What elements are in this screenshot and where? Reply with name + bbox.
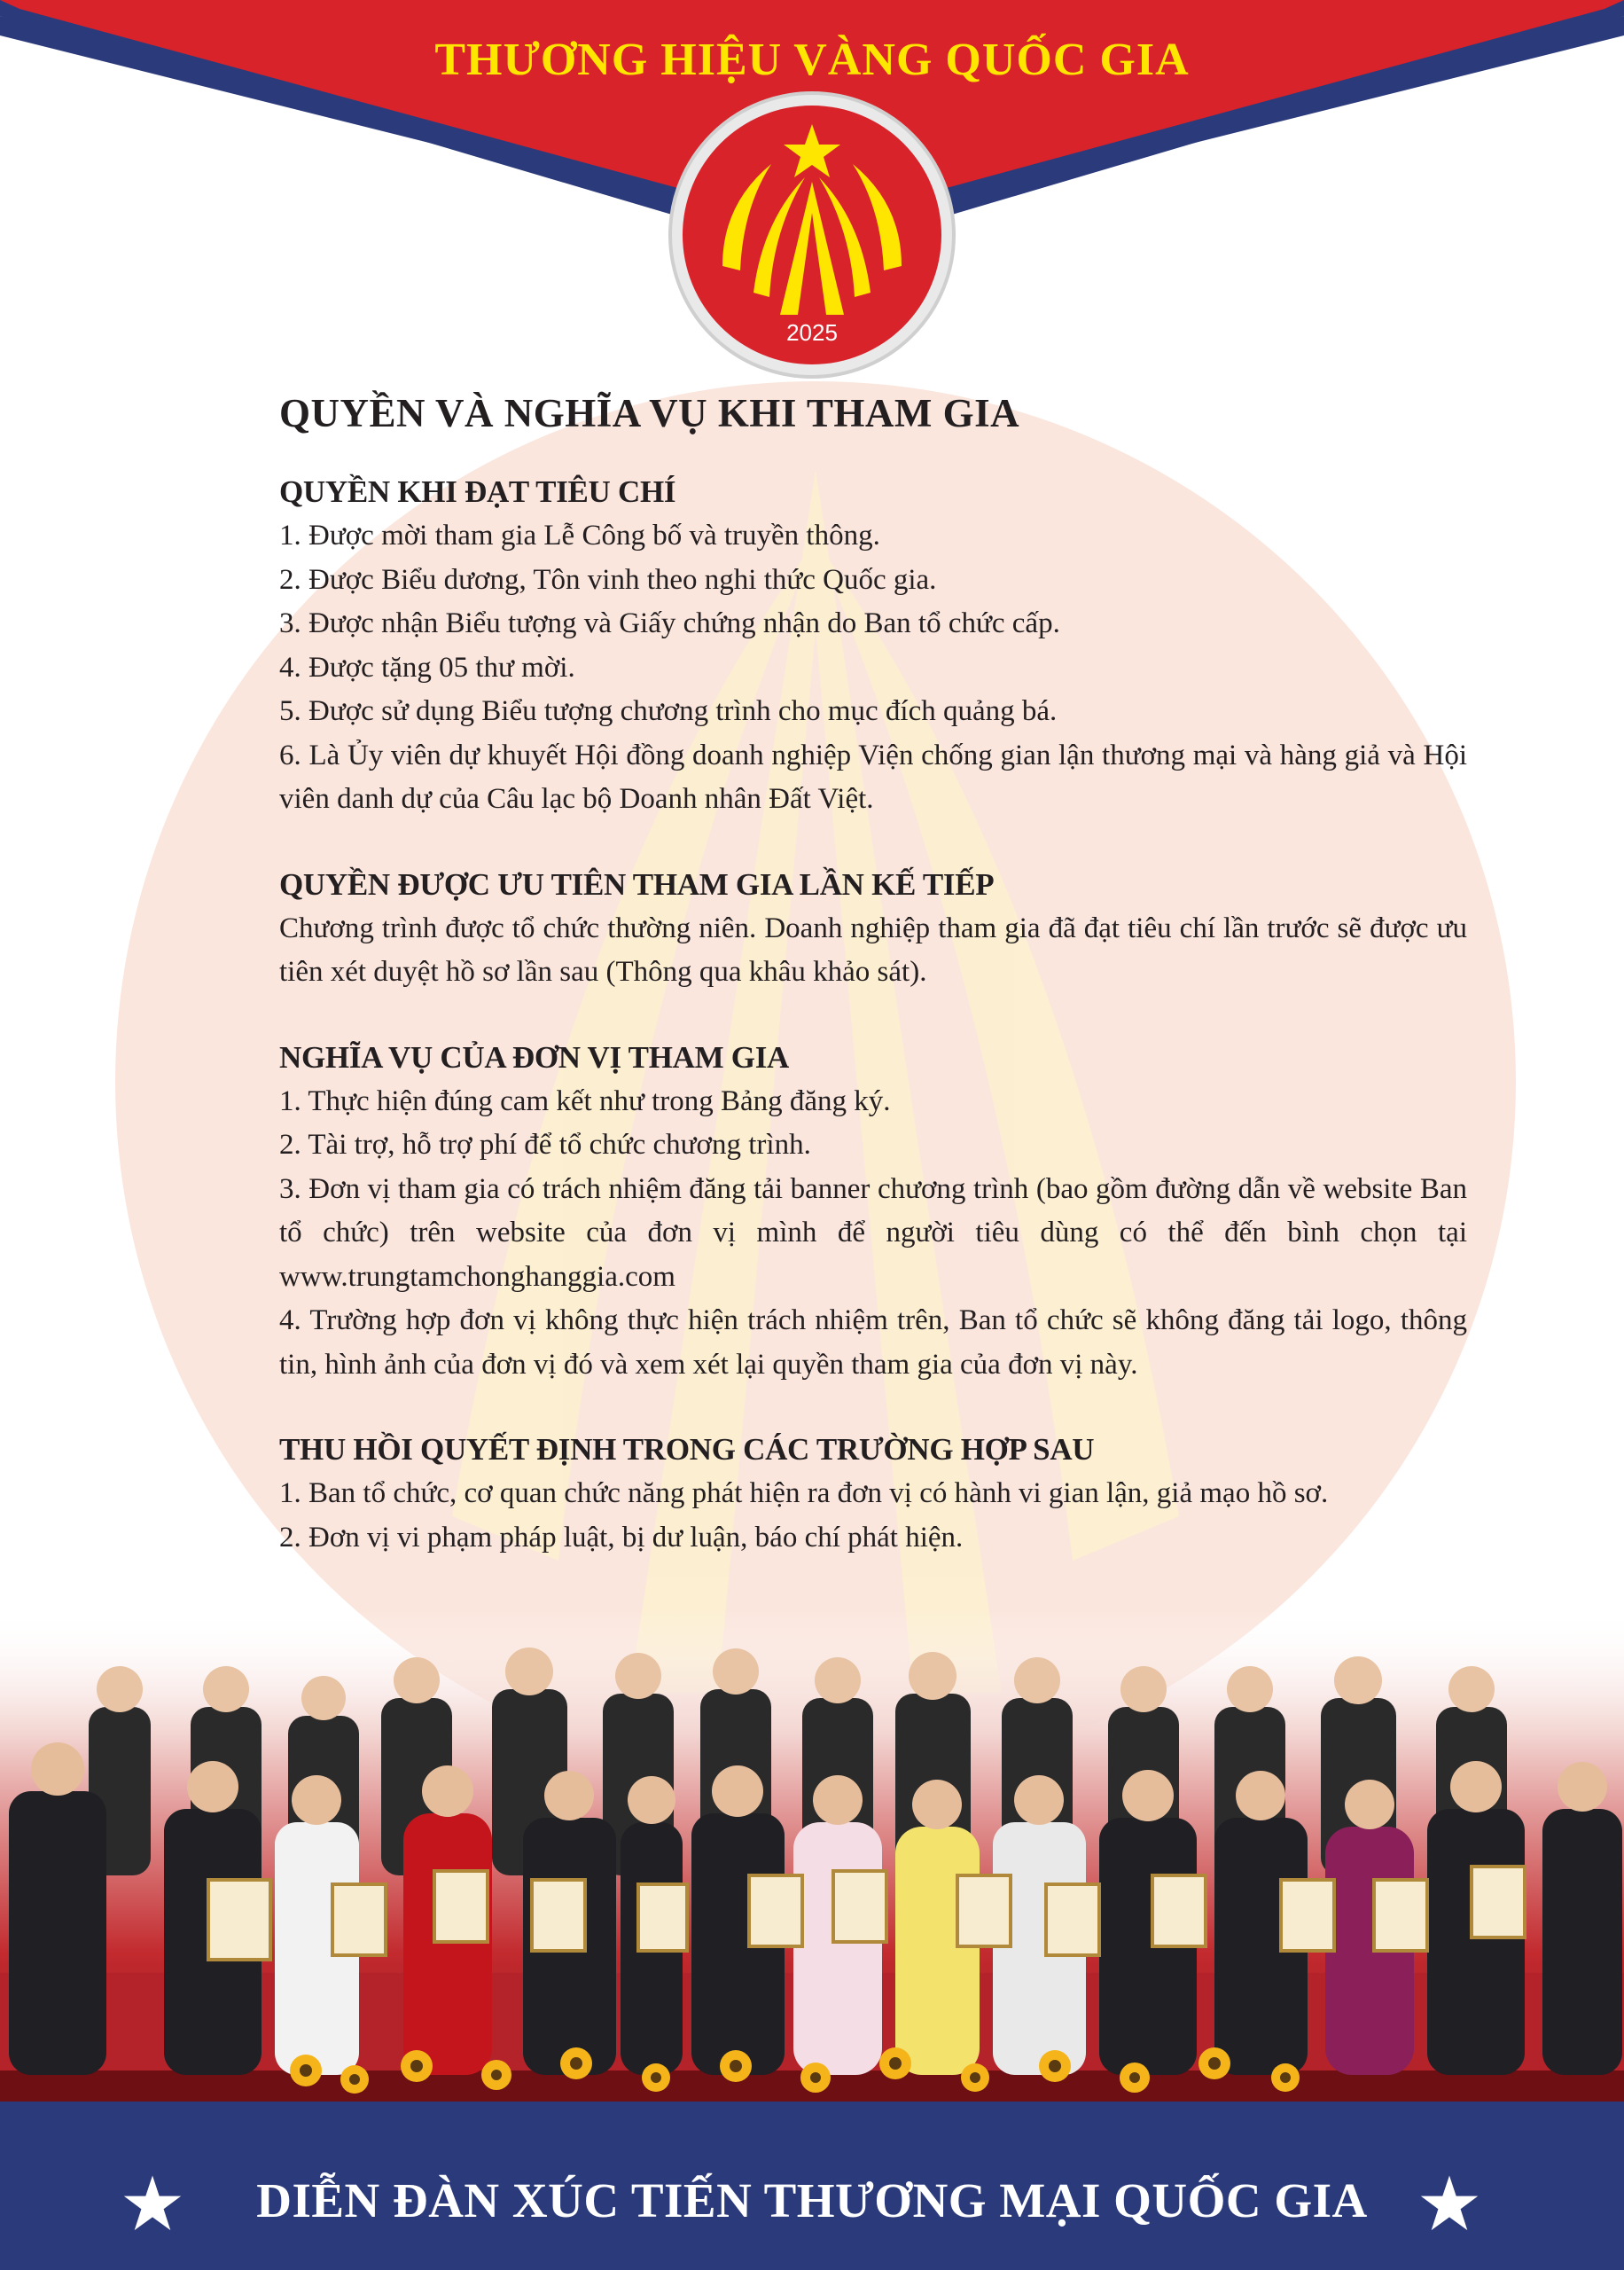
list-item: 2. Được Biểu dương, Tôn vinh theo nghi thức Quốc gia.: [279, 563, 937, 596]
list-item: Chương trình được tổ chức thường niên. Doanh nghiệp tham gia đã đạt tiêu chí lần trước sẽ được ưu tiên xét duyệt hồ sơ lần sau (Thông qua khâu khảo sát).: [279, 912, 1467, 988]
list-item: 3. Đơn vị tham gia có trách nhiệm đăng tải banner chương trình (bao gồm đường dẫn về website Ban tổ chức) trên website của đơn vị mình để người tiêu dùng có thể đến bình chọn tại www.trungtamchonghanggia.com: [279, 1172, 1467, 1293]
section-rights: [279, 470, 1467, 822]
footer-title: DIỄN ĐÀN XÚC TIẾN THƯƠNG MẠI QUỐC GIA: [256, 2173, 1368, 2227]
section-revocation: [279, 1428, 1467, 1560]
header-title: THƯƠNG HIỆU VÀNG QUỐC GIA: [434, 35, 1190, 85]
logo-year: 2025: [786, 319, 838, 346]
list-item: 1. Thực hiện đúng cam kết như trong Bảng đăng ký.: [279, 1084, 891, 1117]
section-heading: QUYỀN ĐƯỢC ƯU TIÊN THAM GIA LẦN KẾ TIẾP: [279, 866, 995, 902]
star-icon: [1418, 2172, 1480, 2235]
section-heading: NGHĨA VỤ CỦA ĐƠN VỊ THAM GIA: [279, 1039, 790, 1075]
list-item: 2. Đơn vị vi phạm pháp luật, bị dư luận, báo chí phát hiện.: [279, 1521, 964, 1554]
list-item: 1. Ban tổ chức, cơ quan chức năng phát hiện ra đơn vị có hành vi gian lận, giả mạo hồ sơ.: [279, 1477, 1329, 1509]
list-item: 4. Trường hợp đơn vị không thực hiện trách nhiệm trên, Ban tổ chức sẽ không đăng tải logo, thông tin, hình ảnh của đơn vị đó và xem xét lại quyền tham gia của đơn vị này.: [279, 1304, 1467, 1381]
section-heading: THU HỒI QUYẾT ĐỊNH TRONG CÁC TRƯỜNG HỢP SAU: [279, 1432, 1095, 1467]
list-item: 1. Được mời tham gia Lễ Công bố và truyền thông.: [279, 520, 880, 552]
list-item: 4. Được tặng 05 thư mời.: [279, 651, 575, 684]
section-heading: QUYỀN KHI ĐẠT TIÊU CHÍ: [279, 474, 676, 509]
content-area: [279, 390, 1467, 1601]
list-item: 5. Được sử dụng Biểu tượng chương trình cho mục đích quảng bá.: [279, 695, 1058, 727]
footer-banner: [0, 2102, 1624, 2270]
award-group-photo: [0, 1609, 1624, 2102]
list-item: 6. Là Ủy viên dự khuyết Hội đồng doanh nghiệp Viện chống gian lận thương mại và hàng giả và Hội viên danh dự của Câu lạc bộ Doanh nhân Đất Việt.: [279, 739, 1467, 815]
main-heading: QUYỀN VÀ NGHĨA VỤ KHI THAM GIA: [279, 391, 1020, 435]
section-priority: [279, 863, 1467, 995]
list-item: 2. Tài trợ, hỗ trợ phí để tổ chức chương trình.: [279, 1129, 811, 1161]
list-item: 3. Được nhận Biểu tượng và Giấy chứng nhận do Ban tổ chức cấp.: [279, 607, 1060, 639]
section-obligations: [279, 1036, 1467, 1388]
